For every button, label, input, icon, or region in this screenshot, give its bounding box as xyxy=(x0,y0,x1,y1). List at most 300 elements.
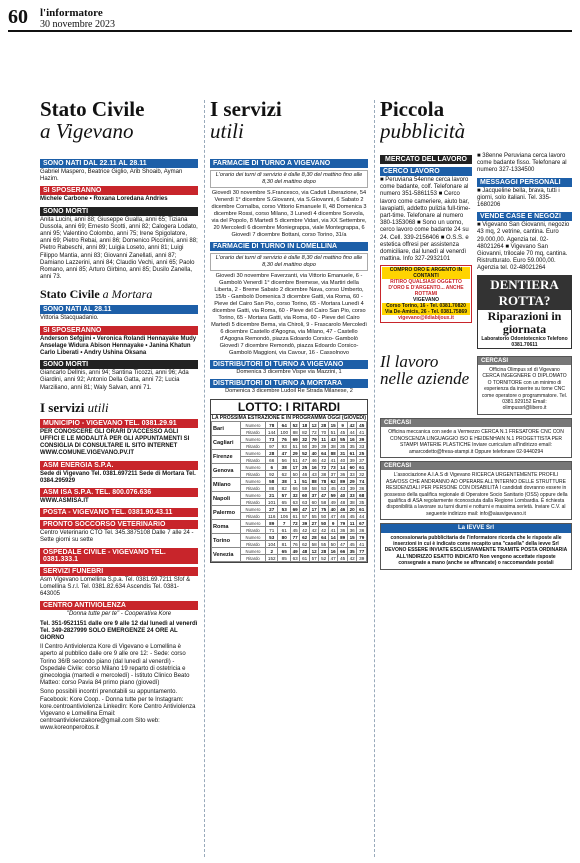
distributori-mortara-text: Domenica 3 dicembre Ludoil Re Strada Milanese, 2 xyxy=(225,388,353,394)
lotto-delay: 37 xyxy=(357,457,367,464)
lotto-number: 28 xyxy=(266,450,278,457)
lotto-row-label: Numero xyxy=(241,478,266,485)
lotto-delay: 63 xyxy=(300,499,310,506)
lotto-delay: 45 xyxy=(328,485,338,492)
lotto-delay: 33 xyxy=(347,471,357,478)
lotto-delay: 43 xyxy=(309,471,319,478)
lotto-delay: 41 xyxy=(357,429,367,436)
lotto-number: 64 xyxy=(319,534,329,541)
lotto-delay: 39 xyxy=(319,443,329,450)
lotto-delay: 32 xyxy=(357,471,367,478)
antiviolenza-text: Il Centro Antiviolenza Kore di Vigevano e Lomellina è aperto al pubblico dalle ore 9 alle ore 12: - Sede: corso Torino 36/B secondo piano (dal lunedì al venerdì) - Ospedale Civile: corso Milano 19 reparto di ostetricia e ginecologia (martedì e mercoledì) - Istituto Clinico Beato Matteo: corso Pavia 84 primo piano (giovedì) xyxy=(40,644,190,687)
lotto-delay: 61 xyxy=(290,513,300,520)
lotto-number: 89 xyxy=(338,534,348,541)
lotto-delay: 62 xyxy=(300,541,310,548)
lotto-number: 73 xyxy=(266,436,278,443)
lotto-number: 79 xyxy=(309,436,319,443)
distributori-mortara-bar: DISTRIBUTORI DI TURNO A MORTARA xyxy=(210,379,368,388)
messaggi-bar: MESSAGGI PERSONALI xyxy=(477,178,572,187)
lotto-delay: 55 xyxy=(319,541,329,548)
section-subtitle: a Vigevano xyxy=(40,119,134,143)
lotto-number: 55 xyxy=(338,436,348,443)
lotto-number: 9 xyxy=(338,422,348,429)
lotto-delay: 60 xyxy=(309,499,319,506)
lotto-delay: 50 xyxy=(300,443,310,450)
ievve-notice xyxy=(380,523,572,569)
lotto-number: 16 xyxy=(309,464,319,471)
dentiera-headline: DENTIERA ROTTA? xyxy=(478,276,571,310)
lotto-number-row xyxy=(212,548,367,555)
lotto-row-label: Ritardo xyxy=(241,457,266,464)
lotto-number: 42 xyxy=(347,422,357,429)
lotto-number: 31 xyxy=(338,450,348,457)
lotto-delay: 41 xyxy=(357,541,367,548)
lotto-number: 25 xyxy=(357,450,367,457)
lotto-number: 7 xyxy=(278,520,290,527)
lotto-delay: 49 xyxy=(328,499,338,506)
lotto-number: 69 xyxy=(290,506,300,513)
lotto-delay: 38 xyxy=(347,499,357,506)
farmacie-lomellina-note: L'orario dei turni di servizio è dalle 8,30 del mattino fino alle 8,30 del mattino dopo xyxy=(210,253,368,271)
mortara-sposeranno-bar: SI SPOSERANNO xyxy=(40,326,198,335)
lotto-number: 69 xyxy=(290,436,300,443)
column-divider xyxy=(374,100,375,857)
lotto-table xyxy=(211,421,367,562)
lotto-number: 75 xyxy=(319,506,329,513)
lotto-delay: 59 xyxy=(300,485,310,492)
lotto-number: 72 xyxy=(290,520,300,527)
lotto-delay: 58 xyxy=(319,499,329,506)
lotto-delay: 70 xyxy=(319,429,329,436)
lotto-number: 16 xyxy=(328,548,338,555)
lotto-city: Genova xyxy=(212,464,241,478)
lotto-row-label: Numero xyxy=(241,422,266,429)
lotto-delay: 116 xyxy=(266,513,278,520)
section-title: Stato Civile xyxy=(40,98,145,121)
lotto-row-label: Numero xyxy=(241,492,266,499)
lotto-delay: 47 xyxy=(328,555,338,562)
lotto-number: 6 xyxy=(266,464,278,471)
cercasi-aias-ad xyxy=(380,461,572,520)
lotto-delay: 106 xyxy=(278,513,290,520)
lotto-delay: 36 xyxy=(357,485,367,492)
lotto-number-row xyxy=(212,422,367,429)
dentiera-tagline: Riparazioni in giornata xyxy=(487,308,562,336)
lotto-city: Venezia xyxy=(212,548,241,562)
mortara-title: Stato Civile a Mortara xyxy=(40,287,153,302)
section-subtitle: pubblicità xyxy=(380,119,466,143)
lotto-number: 46 xyxy=(338,506,348,513)
lotto-number: 61 xyxy=(357,506,367,513)
lotto-row-label: Ritardo xyxy=(241,429,266,436)
lotto-number-row xyxy=(212,436,367,443)
lotto-number: 45 xyxy=(357,422,367,429)
lotto-delay: 36 xyxy=(347,527,357,534)
lotto-delay: 63 xyxy=(290,499,300,506)
lotto-delay: 47 xyxy=(328,513,338,520)
asmisa-text: WWW.ASMISA.IT xyxy=(40,498,89,505)
vende-text: ■ Vigevano San Giovanni, negozio 43 mq, 2 vetrine, cantina. Euro 29.000,00. Agenzia tel. 02-48021264 ■ Vigevano San Giovanni, trilocale 70 mq, cantina. Ristrutturato. Euro 59.000,00. Agenzia tel. 02-48021264 xyxy=(477,222,570,272)
lotto-delay: 42 xyxy=(300,527,310,534)
lotto-delay: 51 xyxy=(328,429,338,436)
lotto-number: 16 xyxy=(347,436,357,443)
column-divider xyxy=(204,100,205,857)
lotto-delay: 92 xyxy=(266,471,278,478)
lotto-number: 49 xyxy=(290,548,300,555)
lotto-number-row xyxy=(212,450,367,457)
lotto-number: 67 xyxy=(357,520,367,527)
lotto-delay: 44 xyxy=(357,513,367,520)
lotto-number: 11 xyxy=(319,436,329,443)
lotto-delay: 38 xyxy=(328,443,338,450)
lotto-delay: 42 xyxy=(309,527,319,534)
lotto-delay: 36 xyxy=(338,471,348,478)
issue-date: 30 novembre 2023 xyxy=(40,19,115,30)
lotto-delay: 50 xyxy=(290,471,300,478)
lotto-number: 38 xyxy=(278,464,290,471)
morti-text: Anita Lucini, anni 88; Giuseppe Gualla, anni 65; Tiziana Dussola, anni 69; Ernesto Scotti, anni 82; Calogera Lodato, anni 95; Valentino Colombo, anni 75; Irene Spigolatore, anni 69; Pietro Rebai, anni 86; Domenico Piccinini, anni 88; Pietro Rabeschi, anni 89; Luigia Loseto, anni 81; Luigi Filippo Mantia, anni 83; Giovanni Zanellati, anni 87; Damiano Lazzerini, anni 84; Claudio Vechi, anni 65; Paolo Romano, anni 85; Arturo Girbino, anni 85; Dusilo Zanella, anni 73. xyxy=(40,216,198,281)
lotto-number: 78 xyxy=(319,478,329,485)
lotto-delay: 40 xyxy=(338,457,348,464)
municipio-text: PER CONOSCERE GLI ORARI D'ACCESSO AGLI UFFICI E LE MODALITÀ PER GLI APPUNTAMENTI SI CONSIGLIA DI CONSULTARE IL SITO INTERNET WWW.COMUNE.VIGEVANO.PV.IT xyxy=(40,428,190,457)
dentiera-ad xyxy=(477,275,572,349)
lotto-number: 52 xyxy=(300,450,310,457)
lotto-delay: 152 xyxy=(266,555,278,562)
ievve-bar: La IEVVE Srl xyxy=(381,524,571,532)
lotto-number: 77 xyxy=(357,548,367,555)
lotto-number: 18 xyxy=(300,422,310,429)
lotto-number-row xyxy=(212,478,367,485)
lotto-delay: 101 xyxy=(266,499,278,506)
lotto-delay: 38 xyxy=(319,471,329,478)
lotto-delay: 53 xyxy=(319,485,329,492)
promo-address: Corso Torino, 16 - Tel. 0381.70820 Via De-Amicis, 26 - Tel. 0381.75869 xyxy=(382,303,470,315)
lotto-number: 76 xyxy=(278,436,290,443)
lotto-row-label: Numero xyxy=(241,548,266,555)
lotto-row-label: Numero xyxy=(241,436,266,443)
lotto-number: 50 xyxy=(319,520,329,527)
lotto-number: 72 xyxy=(319,464,329,471)
lotto-number: 14 xyxy=(338,464,348,471)
lotto-number: 15 xyxy=(347,534,357,541)
mortara-morti-bar: SONO MORTI xyxy=(40,360,198,369)
nati-text: Gabriel Maspero, Beatrice Giglio, Arib Shoaib, Ayman Hazim. xyxy=(40,169,183,183)
lotto-number: 28 xyxy=(319,422,329,429)
promo-email: vigevano@ildiabijoux.it xyxy=(398,315,454,322)
lotto-delay: 41 xyxy=(328,527,338,534)
farmacie-vigevano-bar: FARMACIE DI TURNO A VIGEVANO xyxy=(210,159,368,168)
lotto-row-label: Numero xyxy=(241,464,266,471)
farmacie-vigevano-note: L'orario dei turni di servizio è dalle 8,30 del mattino fino alle 8,30 del mattino dopo xyxy=(210,170,368,188)
lotto-delay: 61 xyxy=(278,527,290,534)
lotto-number: 60 xyxy=(300,492,310,499)
distributori-vigevano-text: Domenica 3 dicembre Vispe via Mazzini, 1 xyxy=(236,369,342,375)
lotto-delay: 42 xyxy=(347,555,357,562)
lotto-number: 12 xyxy=(309,548,319,555)
lotto-delay: 46 xyxy=(309,457,319,464)
section-title: Piccola xyxy=(380,98,445,121)
sposeranno-bar: SI SPOSERANNO xyxy=(40,186,198,195)
lotto-row-label: Numero xyxy=(241,506,266,513)
lotto-row-label: Ritardo xyxy=(241,471,266,478)
lotto-number-row xyxy=(212,506,367,513)
lotto-city: Firenze xyxy=(212,450,241,464)
lotto-row-label: Numero xyxy=(241,534,266,541)
lotto-delay: 97 xyxy=(266,443,278,450)
lotto-delay: 55 xyxy=(309,513,319,520)
antiviolenza-bar: CENTRO ANTIVIOLENZA xyxy=(40,601,198,610)
cerco-lavoro-text: ■ Peruviana 54enne cerca lavoro come badante, colf. Telefonare al numero 351-5861153 ■ Cerco lavoro come cameriere, aiuto bar, lavapiatti, addetto pulizia full-time-part-time. Telefonare al numero 380-1353068 ■ Sono un uomo, cerco lavoro come badante 24 su 24. Cell. 339-2156406 ■ O.S.S. e estetica offresi per assistenza domiciliare, dal lunedì al venerdì mattina. Info 327-2932101 xyxy=(380,177,471,263)
lotto-delay: 36 xyxy=(357,527,367,534)
funebri-text: Asm Vigevano Lomellina S.p.a. Tel. 0381.69.7211 Sfof & Lomellina S.r.l. Tel. 0381.82.634 Ascendis Tel. 0381-643005 xyxy=(40,576,191,598)
lotto-number: 35 xyxy=(347,548,357,555)
lotto-number: 29 xyxy=(290,450,300,457)
lotto-delay: 65 xyxy=(278,499,290,506)
lotto-row-label: Ritardo xyxy=(241,485,266,492)
nati-bar: SONO NATI DAL 22.11 AL 28.11 xyxy=(40,159,198,168)
dentiera-contact: Laboratorio Odontotecnico Telefono 0381.70611 xyxy=(481,335,568,348)
lotto-row-label: Ritardo xyxy=(241,499,266,506)
antiviolenza-contacts: Sono possibili incontri prenotabili su appuntamento. Facebook: Kore Coop. - Donna tutte per te Instagram: kore.centroantiviolenza LinkedIn: Kore Centro Antiviolenza Vigevano e Lomellina Email: centroantiviolenzakore@gmail.com Sito web: www.koreonperoitos.it xyxy=(40,689,196,732)
lotto-delay: 57 xyxy=(309,555,319,562)
lotto-delay: 44 xyxy=(347,429,357,436)
lotto-delay: 47 xyxy=(338,541,348,548)
lotto-number: 2 xyxy=(266,548,278,555)
lotto-number: 60 xyxy=(347,464,357,471)
lotto-number: 51 xyxy=(300,478,310,485)
lotto-number: 17 xyxy=(290,464,300,471)
lotto-row-label: Numero xyxy=(241,450,266,457)
farmacie-lomellina-text: Giovedì 30 novembre Faverzanti, via Vittorio Emanuele, 6 - Gambolò Venerdì 1° dicembre Bremese, via Martiri della Liberta, 2 - Breme Sabato 2 dicembre Nava, corso Umberto, 15/b - Gambolò Domenica 3 dicembre Gatti, via Roma, 60 - Pieve del Cairo San Pio, corso Torino, 65 - Mortara Lunedì 4 dicembre Gatti, via Roma, 60 - Pieve del Cairo San Pio, corso Torino, 65 - Mortara Gatti, via Roma, 60 - Pieve del Cairo Martedì 5 dicembre Bema, via Chiroli, 9 - Frascarolo Mercoledì 6 dicembre Castello d'Agogna, via Milano, 47 - Castello d'Agogna Remondò, piazza Edoardo Corsico- Gambolò Giovedì 7 dicembre Remondò, piazza Edoardo Corsico- Gambolò Maggioni, via Cavour, 16 - Cassolnovo xyxy=(211,273,367,356)
lotto-row-label: Ritardo xyxy=(241,443,266,450)
lotto-delay: 47 xyxy=(300,457,310,464)
lotto-delay: 85 xyxy=(278,555,290,562)
page-number: 60 xyxy=(8,6,28,28)
lotto-number: 62 xyxy=(300,534,310,541)
lotto-delay: 51 xyxy=(290,457,300,464)
lotto-number: 65 xyxy=(278,548,290,555)
antiviolenza-subtitle: "Donna tutte per te" - Cooperativa Kore xyxy=(66,611,172,618)
lotto-delay: 52 xyxy=(319,555,329,562)
lotto-number: 88 xyxy=(309,478,319,485)
lotto-row-label: Ritardo xyxy=(241,513,266,520)
lotto-number: 20 xyxy=(347,506,357,513)
mercato-lavoro-bar: MERCATO DEL LAVORO xyxy=(380,155,472,164)
mortara-morti-text: Giancarlo Dellnis, anni 94; Santina Ticozzi, anni 96; Ada Giardini, anni 92; Antonio Della Gatta, anni 72; Lucia Marziliano, anni 81; Waly Salvan, anni 71. xyxy=(40,370,189,391)
lotto-number: 61 xyxy=(357,464,367,471)
lotto-row-label: Numero xyxy=(241,520,266,527)
lotto-number: 74 xyxy=(357,478,367,485)
lotto-row-label: Ritardo xyxy=(241,541,266,548)
sposeranno-text: Michele Carbone • Roxana Loredana Andries xyxy=(40,196,168,203)
lotto-delay: 42 xyxy=(319,527,329,534)
lotto-delay: 104 xyxy=(266,541,278,548)
lotto-delay: 71 xyxy=(266,527,278,534)
lotto-number: 80 xyxy=(278,534,290,541)
lotto-number: 68 xyxy=(357,492,367,499)
lotto-city: Palermo xyxy=(212,506,241,520)
lotto-delay: 66 xyxy=(266,457,278,464)
cercasi-vermezzo-ad xyxy=(380,418,572,458)
lotto-number: 29 xyxy=(347,478,357,485)
lotto-number: 64 xyxy=(319,450,329,457)
asm-bar: ASM ENERGIA S.P.A. xyxy=(40,461,198,470)
lotto-delay: 72 xyxy=(309,429,319,436)
lotto-number: 32 xyxy=(300,436,310,443)
lotto-delay: 45 xyxy=(338,555,348,562)
lotto-number: 73 xyxy=(328,464,338,471)
lotto-number: 47 xyxy=(319,492,329,499)
lotto-delay: 63 xyxy=(290,555,300,562)
asm-text: Sede di Vigevano Tel. 0381.697211 Sede di Mortara Tel. 0384.295929 xyxy=(40,470,196,484)
lotto-delay: 45 xyxy=(338,429,348,436)
lotto-delay: 42 xyxy=(319,457,329,464)
lotto-title: LOTTO: I RITARDI xyxy=(237,400,341,414)
lotto-number: 53 xyxy=(278,506,290,513)
lotto-number: 48 xyxy=(300,548,310,555)
lotto-number: 43 xyxy=(328,436,338,443)
lotto-delay: 39 xyxy=(347,485,357,492)
lotto-delay: 88 xyxy=(266,485,278,492)
lotto-number: 39 xyxy=(300,520,310,527)
lotto-delay: 45 xyxy=(290,527,300,534)
lotto-number: 14 xyxy=(328,534,338,541)
lotto-delay: 57 xyxy=(300,513,310,520)
pronto-soccorso-text: Centro Veterinario CTO Tel. 345.3875108 Dalle 7 alle 24 - Sette giorni su sette xyxy=(40,530,194,544)
lotto-number: 15 xyxy=(328,422,338,429)
lotto-number: 77 xyxy=(290,534,300,541)
lotto-delay: 46 xyxy=(338,513,348,520)
lotto-number: 40 xyxy=(328,506,338,513)
lotto-number: 89 xyxy=(266,520,278,527)
lotto-delay: 33 xyxy=(357,443,367,450)
lotto-delay: 50 xyxy=(319,513,329,520)
cercasi-olimpus-ad xyxy=(477,356,572,415)
lotto-row-label: Ritardo xyxy=(241,527,266,534)
lotto-delay: 88 xyxy=(290,429,300,436)
annunci-right xyxy=(477,152,572,349)
lotto-number-row xyxy=(212,464,367,471)
lotto-subtitle: LA PROSSIMA ESTRAZIONE È IN PROGRAMMA OGGI (GIOVEDÌ) xyxy=(211,415,367,421)
lotto-city: Cagliari xyxy=(212,436,241,450)
lotto-city: Bari xyxy=(212,422,241,436)
lotto-number: 32 xyxy=(290,492,300,499)
lotto-city: Roma xyxy=(212,520,241,534)
lotto-city: Milano xyxy=(212,478,241,492)
lotto-number: 47 xyxy=(278,450,290,457)
lotto-delay: 46 xyxy=(300,471,310,478)
lavoro-aziende-title: Il lavoro nelle aziende xyxy=(380,351,470,388)
lotto-delay: 48 xyxy=(338,499,348,506)
mortara-nati-bar: SONO NATI AL 28.11 xyxy=(40,305,198,314)
lotto-delay: 76 xyxy=(290,541,300,548)
farmacie-vigevano-text: Giovedì 30 novembre S.Francesco, via Caduti Liberazione, 54 Venerdì 1° dicembre S.Giovanni, via S.Giovanni, 6 Sabato 2 dicembre Cornalba, corso Vittorio Emanuele II, 48 Domenica 3 dicembre Rossi, corso Milano, 3 Lunedì 4 dicembre Scevola, via del Popolo, 8 Martedì 5 dicembre Vidari, via XX Settembre, 20 Mercoledì 6 dicembre Moniegrappa, viale Montegrappa, 6 Giovedì 7 dicembre Bottani, corso Torino, 31/a xyxy=(211,190,367,238)
lotto-number-row xyxy=(212,520,367,527)
lotto-number: 28 xyxy=(319,548,329,555)
lotto-number: 58 xyxy=(266,478,278,485)
lotto-number: 11 xyxy=(347,520,357,527)
lotto-delay: 39 xyxy=(347,457,357,464)
lotto-delay: 62 xyxy=(278,471,290,478)
lotto-delay: 100 xyxy=(278,429,290,436)
lotto-city: Napoli xyxy=(212,492,241,506)
badante-text: ■ 38enne Peruviana cerca lavoro come badante fisso. Telefonare al numero 327-1334500 xyxy=(477,153,567,174)
lotto-number: 38 xyxy=(278,478,290,485)
mortara-nati-text: Vittoria Stacquadanio. xyxy=(40,315,99,322)
lotto-number: 21 xyxy=(266,492,278,499)
lotto-number: 9 xyxy=(328,520,338,527)
pronto-soccorso-bar: PRONTO SOCCORSO VETERINARIO xyxy=(40,520,198,529)
lotto-number: 1 xyxy=(290,478,300,485)
lotto-box xyxy=(210,399,368,563)
lotto-delay: 144 xyxy=(266,429,278,436)
lotto-number: 66 xyxy=(338,548,348,555)
section-subtitle: utili xyxy=(210,119,244,143)
municipio-bar: MUNICIPIO - VIGEVANO TEL. 0381.29.91 xyxy=(40,419,198,428)
brand-name: l'informatore xyxy=(40,7,103,19)
lotto-delay: 82 xyxy=(300,429,310,436)
lotto-number: 52 xyxy=(290,422,300,429)
lotto-number: 79 xyxy=(357,534,367,541)
lotto-delay: 66 xyxy=(290,485,300,492)
lotto-number: 88 xyxy=(328,450,338,457)
lotto-delay: 37 xyxy=(328,471,338,478)
lotto-delay: 61 xyxy=(300,555,310,562)
ospedale-bar: OSPEDALE CIVILE - VIGEVANO TEL. 0381.333.1 xyxy=(40,548,198,564)
servizi-utili-title: I servizi utili xyxy=(40,399,109,415)
lotto-number: 57 xyxy=(278,492,290,499)
promo-ritiro: RITIRO QUALSIASI OGGETTO D'ORO E D'ARGENTO... ANCHE ROTTAMI xyxy=(388,279,464,298)
cercasi-bar: CERCASI xyxy=(478,357,571,365)
lotto-number: 27 xyxy=(309,520,319,527)
lotto-delay: 45 xyxy=(347,541,357,548)
lotto-number: 89 xyxy=(338,478,348,485)
asmisa-bar: ASM ISA S.P.A. TEL. 800.076.636 xyxy=(40,488,198,497)
lotto-number: 64 xyxy=(278,422,290,429)
lotto-number: 40 xyxy=(338,492,348,499)
lotto-number: 17 xyxy=(309,506,319,513)
lotto-delay: 35 xyxy=(357,499,367,506)
lotto-delay: 39 xyxy=(357,555,367,562)
ievve-text: concessionaria pubblicitaria de l'informatore ricorda che le risposte alle inserzioni in cui è indicato come recapito una "casella" della ievve Srl DEVONO ESSERE INVIATE ESCLUSIVAMENTE TRAMITE POSTA ORDINARIA ALL'INDIRIZZO ESATTO INDICATO Non vengono accettate risposte consegnate a mano (anche se affrancate) o raccomandate postali xyxy=(384,534,568,567)
lotto-delay: 39 xyxy=(309,443,319,450)
lotto-delay: 81 xyxy=(278,541,290,548)
lotto-delay: 58 xyxy=(309,485,319,492)
stato-civile-column xyxy=(40,98,198,858)
morti-bar: SONO MORTI xyxy=(40,207,198,216)
lotto-delay: 35 xyxy=(338,443,348,450)
lotto-delay: 93 xyxy=(278,443,290,450)
annunci-left xyxy=(380,152,472,349)
promo-title: COMPRO ORO E ARGENTO IN CONTANTI xyxy=(382,267,470,279)
lotto-delay: 50 xyxy=(328,541,338,548)
antiviolenza-phones: Tel. 351-9521151 dalle ore 9 alle 12 dal lunedì al venerdì Tel. 349-2827999 SOLO EMERGENZE 24 ORE AL GIORNO xyxy=(40,620,198,641)
lotto-number: 61 xyxy=(347,450,357,457)
cercasi-bar: CERCASI xyxy=(381,462,571,470)
servizi-column xyxy=(210,98,368,858)
cercasi-olimpus-text: Officina Olimpus srl di Vigevano CERCA INGEGNERE O DIPLOMATO O TORNITORE con un minimo di esperienza da inserire su torne CNC come operatore o programmatore. Tel. 0381.929152 Email: olimpussrl@libero.it xyxy=(481,367,568,412)
lotto-delay: 58 xyxy=(309,541,319,548)
lotto-delay: 56 xyxy=(278,457,290,464)
farmacie-lomellina-bar: FARMACIE DI TURNO IN LOMELLINA xyxy=(210,242,368,251)
piccola-pubblicita-column xyxy=(380,98,572,858)
lotto-delay: 41 xyxy=(328,457,338,464)
cercasi-aias-text: L'associazione A.I.A.S di Vigevano RICERCA URGENTEMENTE PROFILI ASA/OSS CHE ANDRANNO AD OPERARE ALL'INTERNO DELLE STRUTTURE RESIDENZIALI PER PERSONE CON DISABILITÀ I candidati dovranno essere in possesso della qualifica regionale di Operatore Socio Sanitario (OSS) oppure della qualifica di ASA regolarmente riconosciuta dalla Regione Lombardia. È richiesta disponibilità a lavorare su turni diurni e notturni e massima serietà. Inviare C.V. al seguente indirizzo mail: info@aiasvigevano.it xyxy=(384,472,568,517)
section-title: I servizi xyxy=(210,98,282,121)
lotto-number: 12 xyxy=(309,422,319,429)
cercasi-vermezzo-text: Officina meccanica con sede a Vermezzo CERCA N.1 FRESATORE CNC CON CONOSCENZA LINGUAGGIO ISO E HEIDENHAIN N.1 PROGETTISTA PER STAMPI MATERIE PLASTICHE Inviare curriculum all'indirizzo email: amarcodetto@fresa-stampi.it Oppure telefonare 02-9440294 xyxy=(388,429,564,455)
lotto-number: 62 xyxy=(328,478,338,485)
